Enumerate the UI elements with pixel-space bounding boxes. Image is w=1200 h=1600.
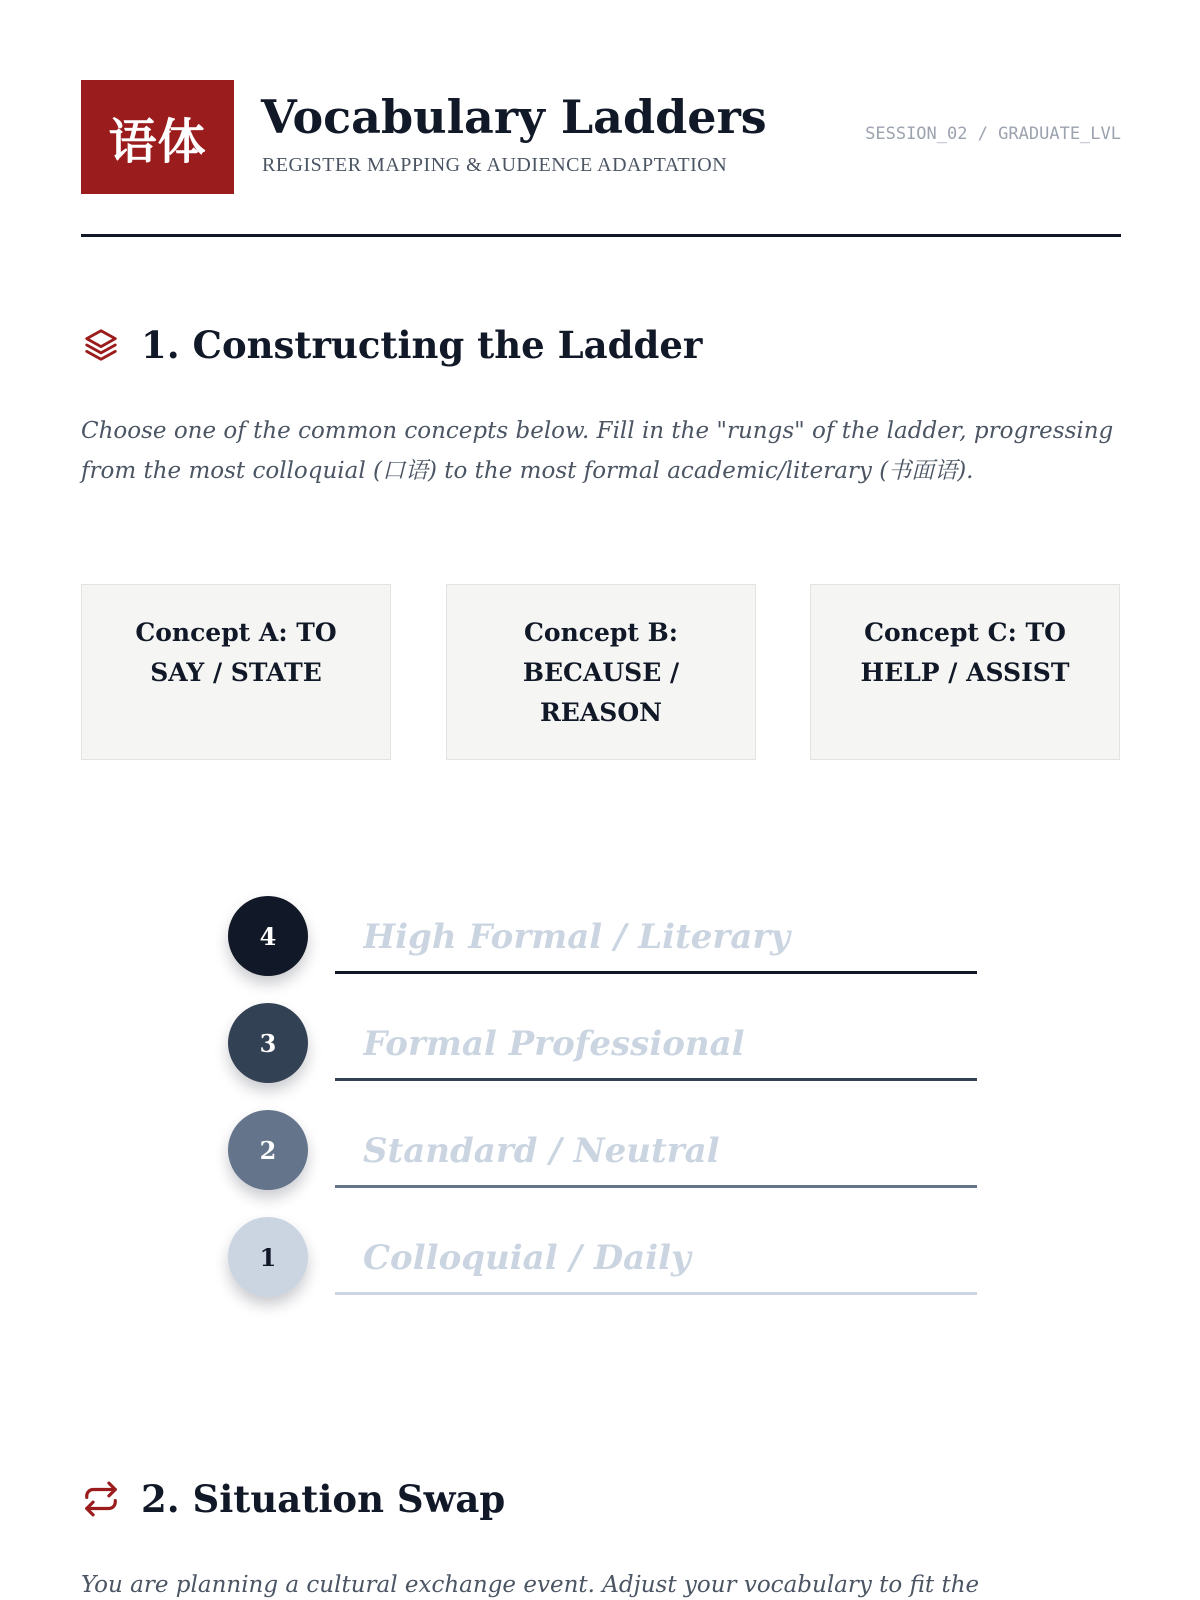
layers-icon (81, 325, 121, 365)
concept-cards (81, 584, 1121, 762)
rung-2-input[interactable] (335, 1114, 977, 1188)
page-title: Vocabulary Ladders (261, 90, 767, 144)
rung-underline (335, 1078, 977, 1081)
concept-card-label: Concept C: TO HELP / ASSIST (860, 618, 1070, 687)
rung-1-input[interactable] (335, 1221, 977, 1295)
rung-number-badge: 2 (228, 1110, 308, 1190)
swap-arrows-icon (81, 1479, 121, 1519)
logo: 语体 (81, 80, 234, 194)
page-subtitle: REGISTER MAPPING & AUDIENCE ADAPTATION (262, 154, 728, 176)
rung-number-badge: 4 (228, 896, 308, 976)
concept-card-b[interactable] (446, 584, 756, 760)
section-1-heading (81, 320, 702, 370)
concept-card-c[interactable] (810, 584, 1120, 760)
ladder-rung-1 (228, 1217, 977, 1297)
worksheet-page (81, 0, 1121, 1600)
rung-4-input[interactable] (335, 900, 977, 974)
section-2-title: 2. Situation Swap (141, 1477, 506, 1521)
section-1-description: Choose one of the common concepts below. Fill in the "rungs" of the ladder, progressing from the most colloquial (口语) to the most formal academic/literary (书面语). (81, 418, 1114, 484)
page-header (81, 80, 1121, 236)
section-2-description: You are planning a cultural exchange event. Adjust your vocabulary to fit the (81, 1572, 980, 1598)
session-label: SESSION_02 / GRADUATE_LVL (865, 124, 1121, 144)
rung-3-input[interactable] (335, 1007, 977, 1081)
concept-card-a[interactable] (81, 584, 391, 760)
ladder-rung-4 (228, 896, 977, 976)
rung-underline (335, 1185, 977, 1188)
section-2-heading (81, 1474, 505, 1524)
rung-number-badge: 1 (228, 1217, 308, 1297)
rung-underline (335, 1292, 977, 1295)
header-divider (81, 234, 1121, 237)
ladder-rung-3 (228, 1003, 977, 1083)
concept-card-label: Concept A: TO SAY / STATE (135, 618, 337, 687)
rung-number-badge: 3 (228, 1003, 308, 1083)
ladder-rung-2 (228, 1110, 977, 1190)
concept-card-label: Concept B: BECAUSE / REASON (522, 618, 680, 727)
section-1-title: 1. Constructing the Ladder (141, 323, 703, 367)
rung-underline (335, 971, 977, 974)
